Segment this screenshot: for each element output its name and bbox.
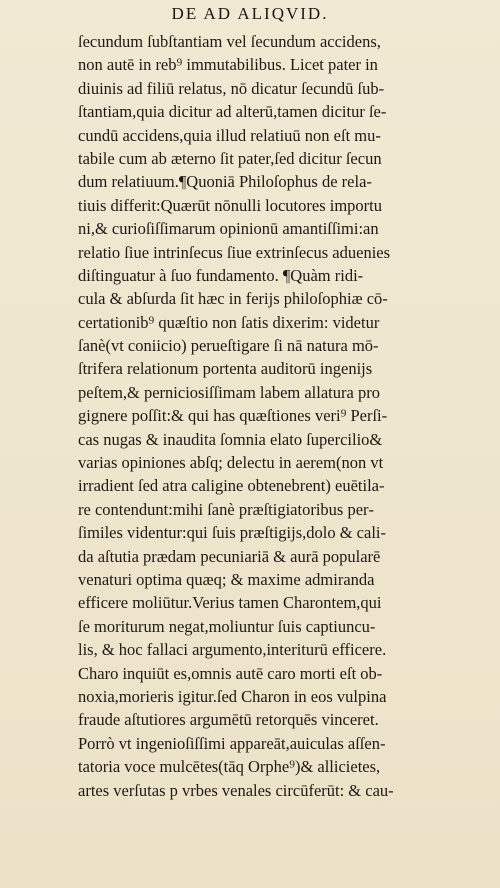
text-line: efficere moliūtur.Verius tamen Charontem,qui	[78, 593, 382, 613]
text-line: artes verſutas p vrbes venales circūferūt: & cau‑	[78, 780, 394, 800]
text-line: tabile cum ab æterno ſit pater,ſed dicitur ſecun	[78, 148, 382, 168]
text-line: tatoria voce mulcētes(tāq Orphe⁹)& allicietes,	[78, 757, 381, 777]
text-line: da aſtutia prædam pecuniariā & aurā popularē	[78, 546, 381, 566]
text-line: lis, & hoc fallaci argumento,interiturū efficere.	[78, 640, 387, 660]
text-line: irradient ſed atra caligine obtenebrent) euētila‑	[78, 476, 385, 496]
text-line: fraude aſtutiores argumētū retorquēs vinceret.	[78, 710, 379, 730]
text-line: ſtantiam,quia dicitur ad alterū,tamen dicitur ſe‑	[78, 102, 387, 122]
text-line: re contendunt:mihi ſanè præſtigiatoribus per‑	[78, 499, 375, 519]
text-line: ſe moriturum negat,moliuntur ſuis captiuncu‑	[78, 616, 376, 636]
running-head: DE AD ALIQVID.	[171, 4, 329, 23]
text-line: peſtem,& perniciosiſſimam labem allatura pro	[78, 382, 380, 402]
text-line: Porrò vt ingenioſiſſimi appareāt,auiculas aſſen‑	[78, 733, 386, 753]
text-line: tiuis differit:Quærūt nōnulli locutores importu	[78, 195, 383, 215]
text-line: varias opiniones abſq; delectu in aerem(non vt	[78, 453, 384, 473]
text-line: cula & abſurda ſit hæc in ferijs philoſophiæ cō‑	[78, 289, 388, 309]
text-line: ni,& curioſiſſimarum opinionū amantiſſimi:an	[78, 219, 379, 239]
text-line: noxia,morieris igitur.ſed Charon in eos vulpina	[78, 686, 387, 706]
text-line: ſtrifera relationum portenta auditorū ingenijs	[78, 359, 373, 379]
text-line: Charo inquiūt es,omnis autē caro morti eſt ob‑	[78, 663, 383, 683]
text-line: non autē in reb⁹ immutabilibus. Licet pater in	[78, 55, 378, 75]
text-line: venaturi optima quæq; & maxime admiranda	[78, 569, 375, 589]
text-line: ſanè(vt coniicio) perueſtigare ſi nā natura mō‑	[78, 336, 379, 356]
text-line: relatio ſiue intrinſecus ſiue extrinſecus aduenies	[78, 242, 391, 262]
text-line: dum relatiuum.¶Quoniā Philoſophus de rela‑	[78, 172, 372, 192]
text-line: gignere poſſit:& qui has quæſtiones veri⁹ Perſi‑	[78, 406, 388, 426]
text-line: cundū accidens,quia illud relatiuū non eſt mu‑	[78, 125, 381, 145]
text-line: cas nugas & inaudita ſomnia elato ſupercilio&	[78, 429, 383, 449]
body-text	[78, 30, 458, 802]
text-line: diſtinguatur à ſuo fundamento. ¶Quàm ridi‑	[78, 265, 364, 285]
text-line: ſecundum ſubſtantiam vel ſecundum accidens,	[78, 32, 381, 51]
text-line: ſimiles videntur:qui ſuis præſtigijs,dolo & cali‑	[78, 523, 386, 543]
text-line: certationib⁹ quæſtio non ſatis dixerim: videtur	[78, 312, 380, 332]
text-line: diuinis ad filiū relatus, nō dicatur ſecundū ſub‑	[78, 78, 385, 98]
